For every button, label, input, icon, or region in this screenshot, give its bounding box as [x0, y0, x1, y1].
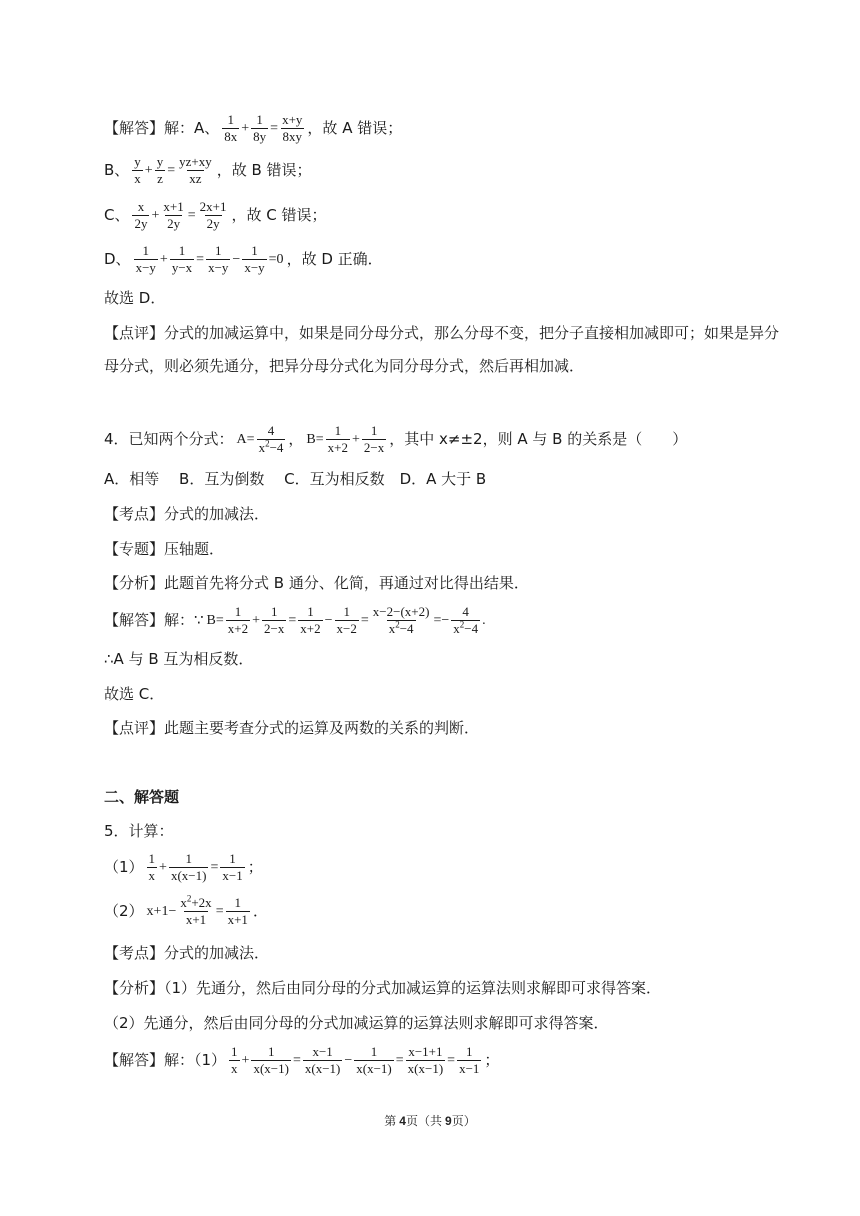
q5-solution-prefix: 【解答】解：（1）	[104, 1051, 227, 1069]
solution-line-c	[104, 200, 790, 231]
q4-options	[104, 472, 790, 487]
fraction: $\frac{2x+1}{2y}$	[199, 199, 227, 231]
solution-a-prefix: 【解答】解：A、	[104, 119, 220, 137]
question-5-stem	[104, 824, 790, 839]
equation-c: $\frac{x}{2y}$ + $\frac{x+1}{2y}$ = $\frac{2x+1}{2y}$	[134, 199, 227, 231]
equation-d: $\frac{1}{x-y}$ + $\frac{1}{y-x}$ = $\frac{1}{x-y}$ − $\frac{1}{x-y}$ =0	[135, 243, 284, 275]
fraction: $\frac{1}{x(x-1)}$	[356, 1044, 392, 1076]
solution-b-suffix: ，故 B 错误；	[216, 161, 312, 179]
q5-solution-end: ；	[484, 1051, 500, 1069]
page-footer	[0, 1112, 860, 1129]
solution-d-suffix: ，故 D 正确．	[286, 250, 383, 268]
fraction: $\frac{1}{x-y}$	[244, 243, 265, 275]
expression-b: B= $\frac{1}{x+2}$ + $\frac{1}{2-x}$	[306, 423, 385, 455]
page-number: 4	[399, 1114, 406, 1128]
q5-kaodian	[104, 946, 790, 961]
fraction: $\frac{1}{8x}$	[224, 112, 238, 144]
fraction: $\frac{1}{x-y}$	[135, 243, 156, 275]
q5-part-2	[104, 893, 790, 927]
q5-part-2-label: （2）	[104, 902, 144, 920]
question-4-stem	[104, 424, 790, 455]
q4-zhuanti	[104, 542, 790, 557]
fraction: $\frac{1}{x(x-1)}$	[253, 1044, 289, 1076]
choice-d-text: 故选 D．	[104, 289, 166, 307]
q4-comment	[104, 721, 790, 736]
q4-solution	[104, 605, 790, 636]
q4-choice-text: 故选 C．	[104, 685, 165, 703]
fraction: $\frac{x+y}{8xy}$	[282, 112, 303, 144]
q5-part-1-label: （1）	[104, 858, 144, 876]
q4-stem-sep: ，	[288, 430, 304, 448]
q5-part-1	[104, 852, 790, 883]
q4-choice	[104, 687, 790, 702]
fraction: $\frac{4}{x^2-4}$	[258, 423, 284, 455]
fraction: $\frac{1}{x+2}$	[227, 604, 249, 636]
q4-options-text: A．相等 B．互为倒数 C．互为相反数 D．A 大于 B	[104, 470, 487, 488]
fraction: $\frac{1}{x+2}$	[300, 604, 321, 636]
fraction: $\frac{1}{y-x}$	[171, 243, 193, 275]
answer-fraction: $\frac{1}{x+1}$	[227, 895, 248, 927]
fraction: $\frac{1}{x}$	[148, 851, 156, 883]
q4-fenxi	[104, 576, 790, 591]
fraction: $\frac{x-1+1}{x(x-1)}$	[407, 1044, 444, 1076]
fraction: $\frac{yz+xy}{xz}$	[179, 154, 212, 186]
fraction: $\frac{4}{x^2-4}$	[453, 604, 479, 636]
solution-line-b	[104, 155, 790, 186]
q5-part-1-end: ；	[247, 858, 263, 876]
q5-fenxi-2	[104, 1016, 790, 1031]
q5-fenxi-2-text: （2）先通分，然后由同分母的分式加减运算的运算法则求解即可求得答案．	[104, 1014, 609, 1032]
comment-1-text: 【点评】分式的加减运算中，如果是同分母分式，那么分母不变，把分子直接相加减即可；如果是异分母分式，则必须先通分，把异分母分式化为同分母分式，然后再相加减．	[104, 324, 780, 375]
q5-fenxi-1	[104, 981, 790, 996]
q4-fenxi-text: 【分析】此题首先将分式 B 通分、化简，再通过对比得出结果．	[104, 574, 529, 592]
fraction: $\frac{1}{2-x}$	[264, 604, 285, 636]
q4-solution-equation: B= $\frac{1}{x+2}$ + $\frac{1}{2-x}$ = $\frac{1}{x+2}$ − $\frac{1}{x-2}$ = $\frac{x-2-(x+2)}{x^2-4}$ =− $\frac{4}{x^2-4}$ .	[206, 604, 486, 636]
fraction: $\frac{1}{x(x-1)}$	[170, 851, 207, 883]
q5-part-2-equation: x+1− $\frac{x^2+2x}{x+1}$ = $\frac{1}{x+1}$	[146, 893, 248, 927]
solution-a-suffix: ，故 A 错误；	[307, 119, 403, 137]
q5-part-2-end: ．	[252, 902, 268, 920]
fraction: $\frac{1}{x-y}$	[208, 243, 229, 275]
solution-c-suffix: ，故 C 错误；	[231, 206, 327, 224]
equation-b: $\frac{y}{x}$ + $\frac{y}{z}$ = $\frac{yz+xy}{xz}$	[134, 154, 212, 186]
fraction: $\frac{1}{x-2}$	[336, 604, 357, 636]
equation-a: $\frac{1}{8x}$ + $\frac{1}{8y}$ = $\frac{x+y}{8xy}$	[224, 112, 303, 144]
solution-line-a	[104, 113, 790, 144]
q5-fenxi-1-text: 【分析】（1）先通分，然后由同分母的分式加减运算的运算法则求解即可求得答案．	[104, 979, 662, 997]
q5-part-1-equation: $\frac{1}{x}$ + $\frac{1}{x(x-1)}$ = $\frac{1}{x-1}$	[148, 851, 243, 883]
q4-zhuanti-text: 【专题】压轴题．	[104, 540, 225, 558]
fraction: $\frac{x}{2y}$	[134, 199, 148, 231]
q4-kaodian	[104, 507, 790, 522]
section-heading-text: 二、解答题	[104, 788, 180, 806]
section-heading	[104, 790, 790, 805]
footer-mid: 页（共	[405, 1114, 445, 1128]
answer-fraction: $\frac{1}{x-1}$	[222, 851, 243, 883]
solution-c-prefix: C、	[104, 206, 130, 224]
fraction: $\frac{x-1}{x(x-1)}$	[304, 1044, 341, 1076]
q4-stem-prefix: 4．已知两个分式：	[104, 430, 234, 448]
q5-solution-equation: $\frac{1}{x}$ + $\frac{1}{x(x-1)}$ = $\frac{x-1}{x(x-1)}$ − $\frac{1}{x(x-1)}$ = $\frac{x-1+1}{x(x-1)}$ = $\frac{1}{x-1}$	[231, 1044, 480, 1076]
footer-post: 页）	[451, 1114, 476, 1128]
fraction: $\frac{x+1}{2y}$	[163, 199, 184, 231]
q4-stem-suffix: ，其中 x≠±2，则 A 与 B 的关系是（ ）	[389, 430, 688, 448]
page-total: 9	[445, 1114, 452, 1128]
fraction: $\frac{x^2+2x}{x+1}$	[180, 893, 212, 927]
comment-block-1	[104, 317, 790, 383]
fraction: $\frac{y}{z}$	[156, 154, 164, 186]
choice-d	[104, 291, 790, 306]
solution-b-prefix: B、	[104, 161, 130, 179]
fraction: $\frac{x-2-(x+2)}{x^2-4}$	[372, 604, 430, 636]
fraction: $\frac{y}{x}$	[134, 154, 141, 186]
fraction: $\frac{1}{x-1}$	[459, 1044, 480, 1076]
q4-conclusion-text: ∴A 与 B 互为相反数．	[104, 650, 254, 668]
fraction: $\frac{1}{8y}$	[253, 112, 267, 144]
fraction: $\frac{1}{x+2}$	[327, 423, 348, 455]
expression-a: A= $\frac{4}{x^2-4}$	[236, 423, 284, 455]
q4-comment-text: 【点评】此题主要考查分式的运算及两数的关系的判断．	[104, 719, 480, 737]
q4-conclusion	[104, 652, 790, 667]
fraction: $\frac{1}{2-x}$	[363, 423, 385, 455]
q5-solution	[104, 1045, 790, 1076]
solution-line-d	[104, 244, 790, 275]
q4-kaodian-text: 【考点】分式的加减法．	[104, 505, 270, 523]
footer-pre: 第	[384, 1114, 400, 1128]
q5-stem-text: 5．计算：	[104, 822, 174, 840]
q5-kaodian-text: 【考点】分式的加减法．	[104, 944, 270, 962]
solution-d-prefix: D、	[104, 250, 131, 268]
fraction: $\frac{1}{x}$	[231, 1044, 238, 1076]
q4-solution-prefix: 【解答】解：∵	[104, 611, 204, 629]
